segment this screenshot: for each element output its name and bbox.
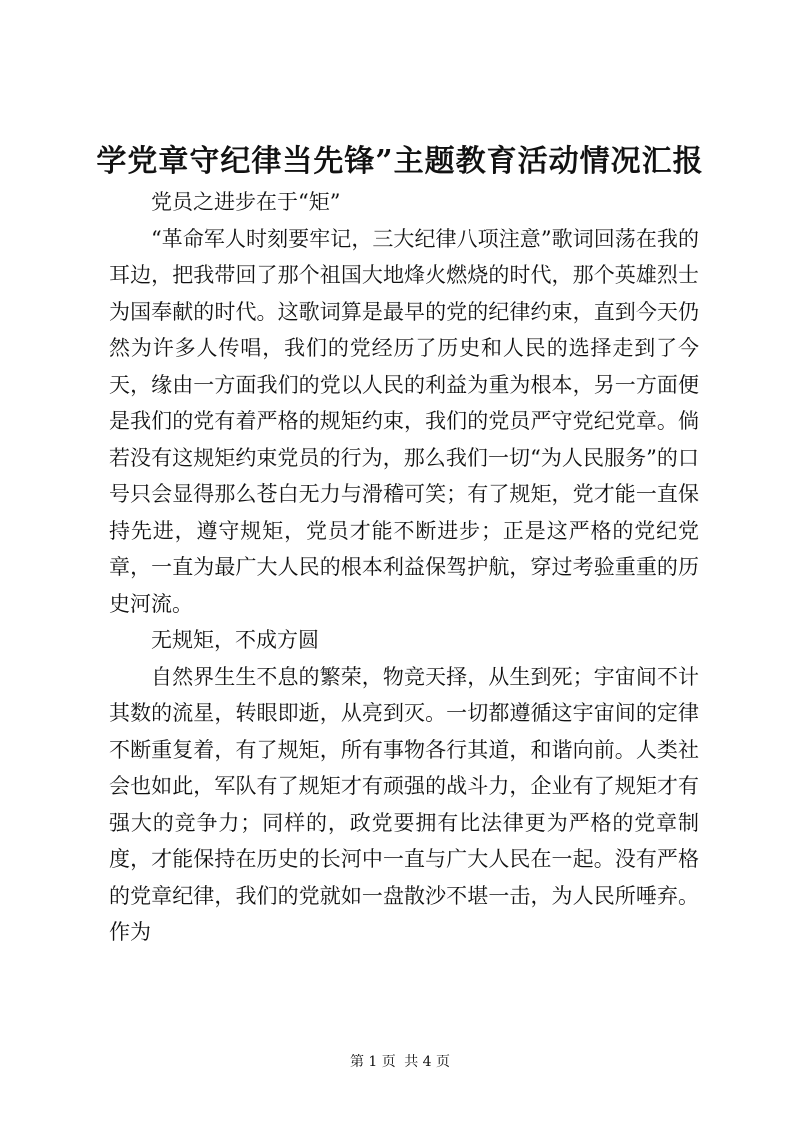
- page-footer: [0, 1052, 800, 1072]
- section-heading-2: 无规矩，不成方圆: [151, 628, 319, 652]
- document-body: [109, 184, 699, 951]
- paragraph-1: “革命军人时刻要牢记，三大纪律八项注意”歌词回荡在我的耳边，把我带回了那个祖国大地烽火燃烧的时代，那个英雄烈士为国奉献的时代。这歌词算是最早的党的纪律约束，直到今天仍然为许多人传唱，我们的党经历了历史和人民的选择走到了今天，缘由一方面我们的党以人民的利益为重为根本，另一方面便是我们的党有着严格的规矩约束，我们的党员严守党纪党章。倘若没有这规矩约束党员的行为，那么我们一切“为人民服务”的口号只会显得那么苍白无力与滑稽可笑；有了规矩，党才能一直保持先进，遵守规矩，党员才能不断进步；正是这严格的党纪党章，一直为最广大人民的根本利益保驾护航，穿过考验重重的历史河流。: [109, 226, 699, 616]
- section-heading-1: 党员之进步在于“矩”: [151, 190, 341, 214]
- paragraph-2: 自然界生生不息的繁荣，物竞天择，从生到死；宇宙间不计其数的流星，转眼即逝，从亮到灭。一切都遵循这宇宙间的定律不断重复着，有了规矩，所有事物各行其道，和谐向前。人类社会也如此，军队有了规矩才有顽强的战斗力，企业有了规矩才有强大的竞争力；同样的，政党要拥有比法律更为严格的党章制度，才能保持在历史的长河中一直与广大人民在一起。没有严格的党章纪律，我们的党就如一盘散沙不堪一击，为人民所唾弃。作为: [109, 664, 699, 944]
- document-title: 学党章守纪律当先锋”主题教育活动情况汇报: [96, 144, 704, 179]
- page-number: 第 1 页: [349, 1054, 396, 1070]
- page-total: 共 4 页: [404, 1054, 451, 1070]
